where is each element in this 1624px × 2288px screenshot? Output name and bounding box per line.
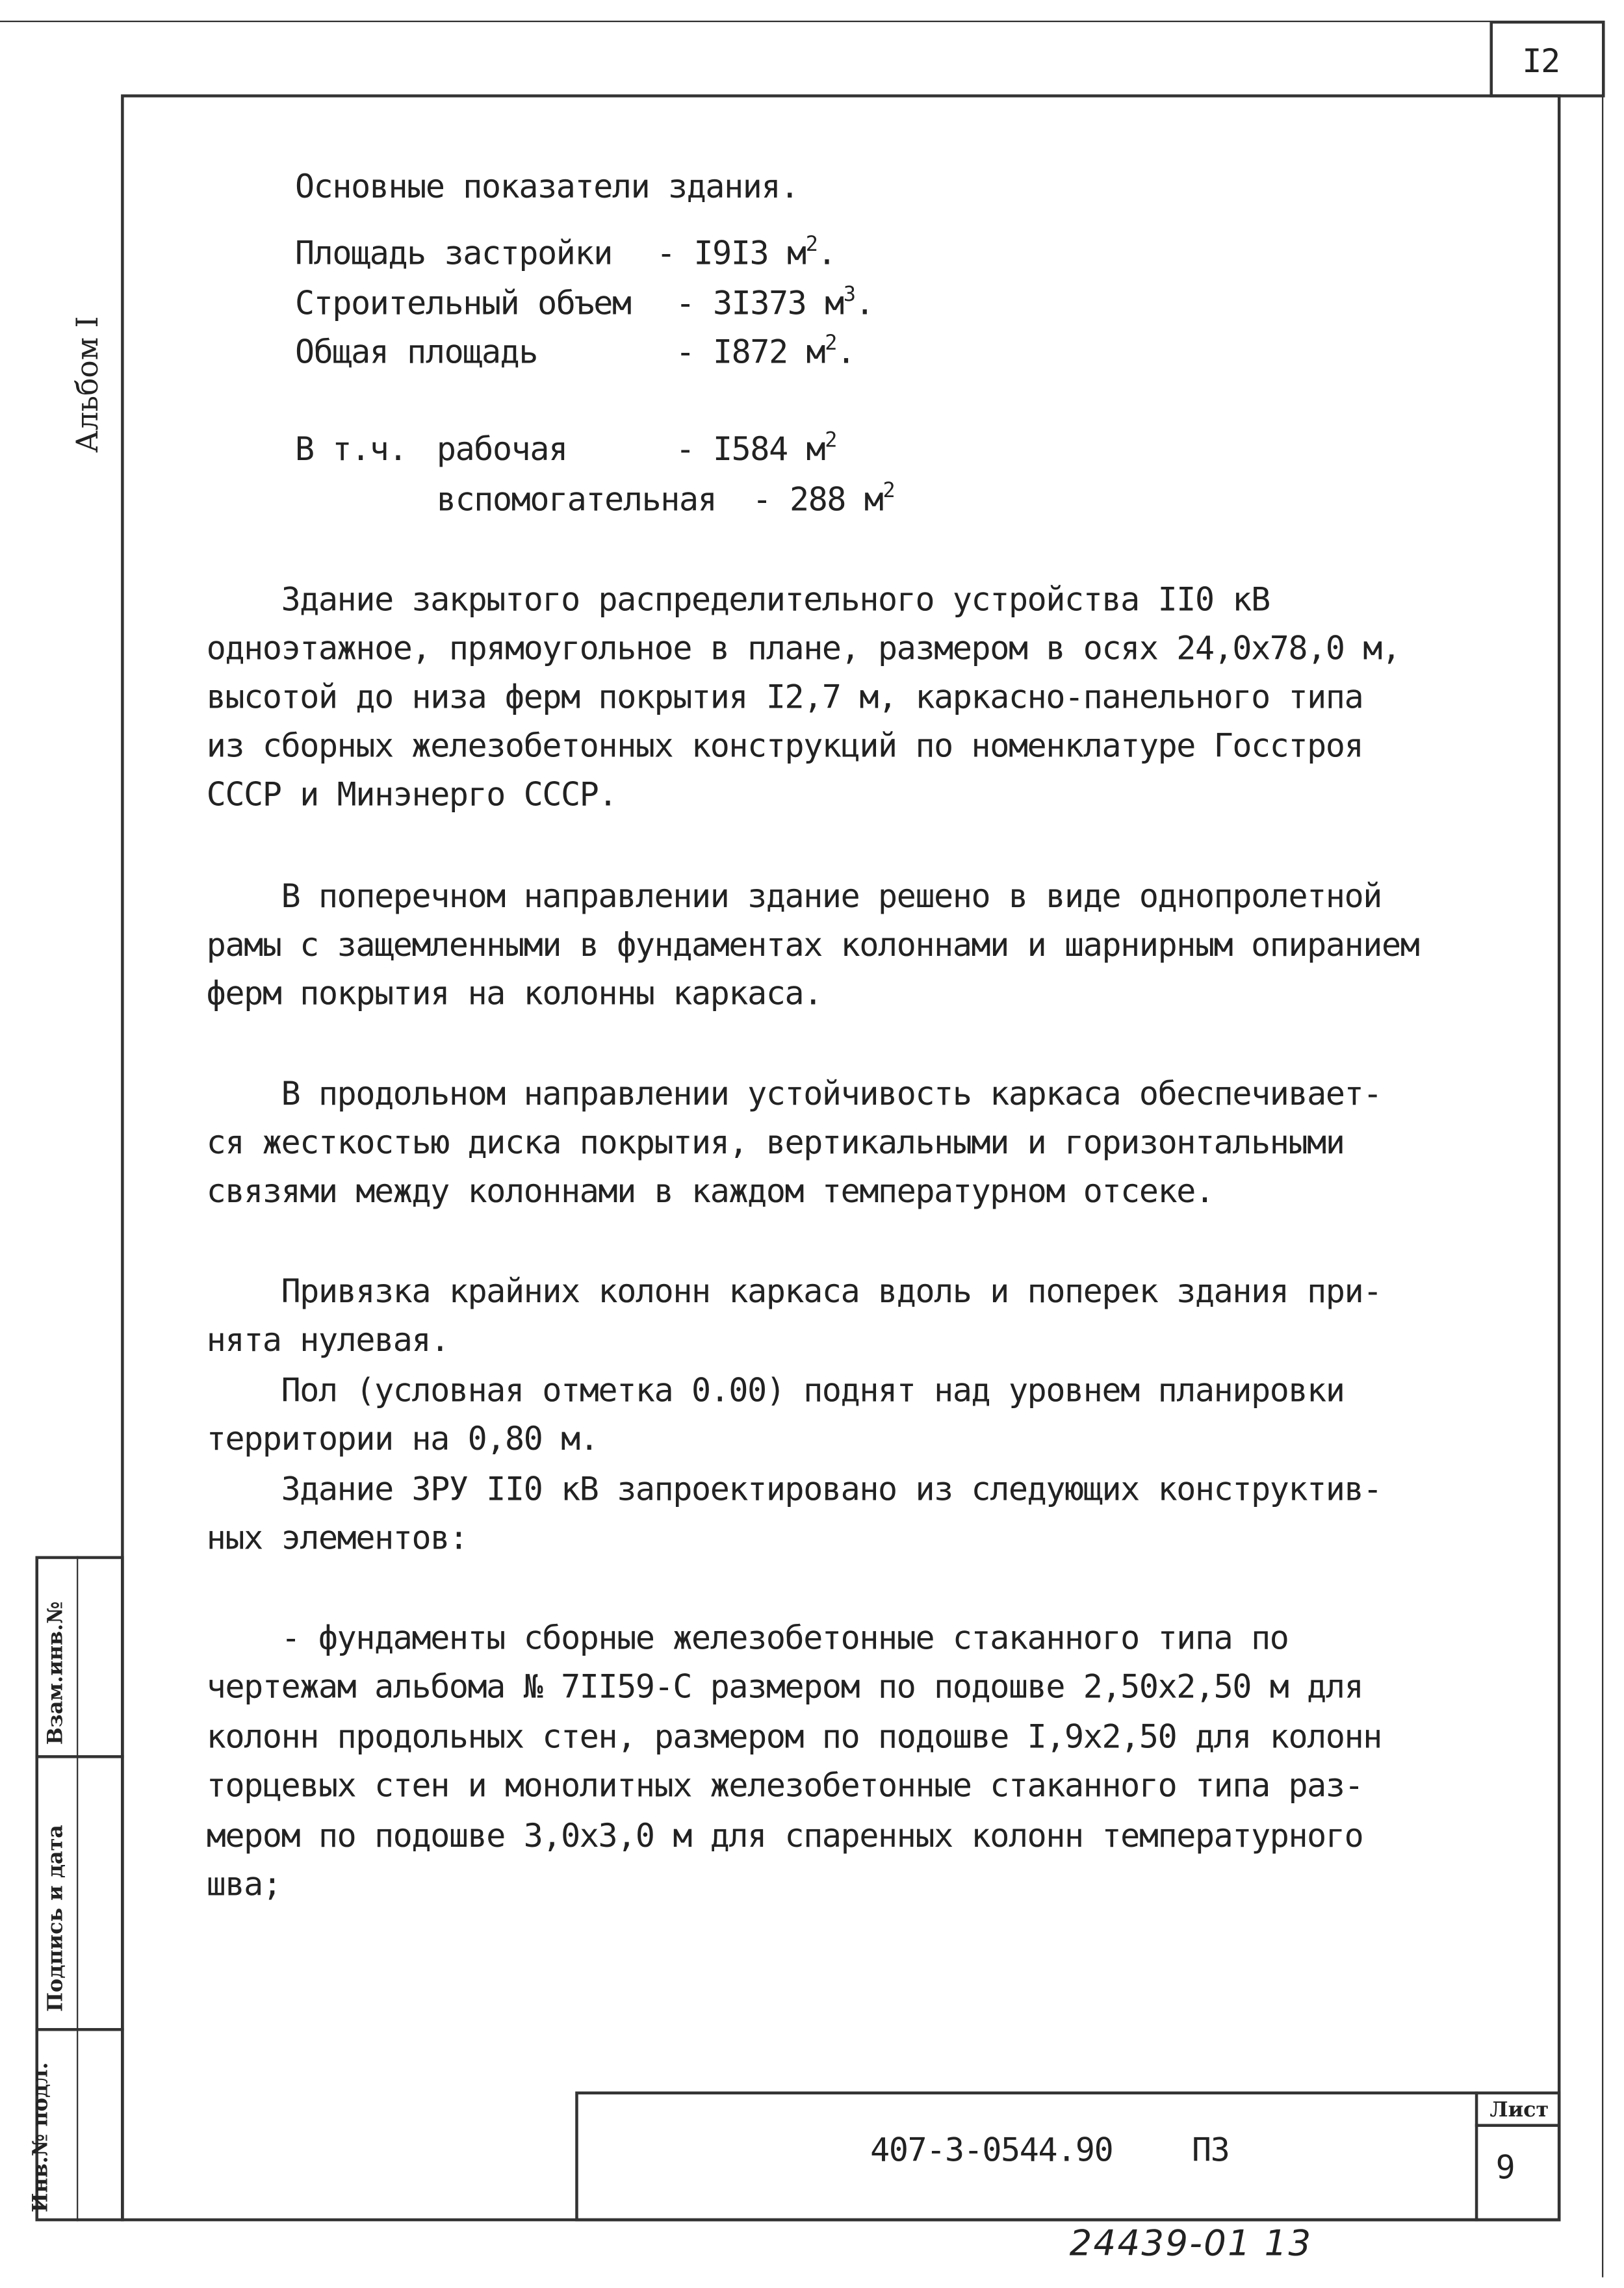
stamp-podpis-data: Подпись и дата bbox=[44, 1825, 68, 2012]
text-line: В продольном направлении устойчивость каркаса обеспечивает- bbox=[206, 1076, 1382, 1114]
sheet-number-top: I2 bbox=[1522, 44, 1560, 81]
text-line: Здание закрытого распределительного устройства II0 кВ bbox=[206, 582, 1270, 620]
total-label: Общая площадь bbox=[294, 335, 538, 372]
text-line: ся жесткостью диска покрытия, вертикальными и горизонтальными bbox=[206, 1125, 1345, 1163]
album-label: Альбом I bbox=[69, 316, 105, 453]
text-line: колонн продольных стен, размером по подошве I,9х2,50 для колонн bbox=[206, 1719, 1382, 1757]
text-line: Привязка крайних колонн каркаса вдоль и поперек здания при- bbox=[206, 1274, 1382, 1311]
text-line: рамы с защемленными в фундаментах колоннами и шарнирным опиранием bbox=[206, 927, 1419, 965]
text-line: высотой до низа ферм покрытия I2,7 м, каркасно-панельного типа bbox=[206, 680, 1363, 717]
stamp-row-line bbox=[35, 1755, 123, 1758]
text-line: Здание ЗРУ II0 кВ запроектировано из следующих конструктив- bbox=[206, 1472, 1382, 1510]
text-line: Пол (условная отметка 0.00) поднят над уровнем планировки bbox=[206, 1373, 1345, 1410]
top-edge-line bbox=[0, 21, 1489, 22]
work-value: - I584 $м^2$ bbox=[675, 429, 837, 469]
text-line: СССР и Минэнерго СССР. bbox=[206, 777, 617, 814]
aux-value: - 288 $м^2$ bbox=[752, 479, 895, 519]
indicators-heading: Основные показатели здания. bbox=[294, 170, 799, 207]
total-value: - I872 $м^2$. bbox=[675, 331, 855, 372]
text-line: - фундаменты сборные железобетонные стаканного типа по bbox=[206, 1621, 1289, 1658]
document-code: 407-3-0544.90 bbox=[870, 2133, 1113, 2170]
text-line: В поперечном направлении здание решено в виде однопролетной bbox=[206, 879, 1382, 916]
text-line: одноэтажное, прямоугольное в плане, размером в осях 24,0х78,0 м, bbox=[206, 631, 1400, 669]
area-label: Площадь застройки bbox=[294, 236, 612, 273]
area-value: - I9I3 $м^2$. bbox=[656, 233, 836, 273]
text-line: шва; bbox=[206, 1867, 281, 1905]
text-line: мером по подошве 3,0х3,0 м для спаренных колонн температурного bbox=[206, 1818, 1363, 1856]
stamp-inv-podl: Инв.№ подл. bbox=[29, 2062, 53, 2213]
stamp-divider bbox=[77, 1556, 78, 2222]
stamp-vzam-inv: Взам.инв.№ bbox=[44, 1601, 68, 1745]
stamp-row-line bbox=[35, 2028, 123, 2031]
title-block-divider bbox=[1475, 2092, 1478, 2222]
text-line: территории на 0,80 м. bbox=[206, 1422, 599, 1459]
handwritten-number: 24439-01 13 bbox=[1069, 2222, 1313, 2265]
aux-label: вспомогательная bbox=[436, 482, 717, 519]
sheet-value: 9 bbox=[1495, 2150, 1515, 2188]
text-line: нята нулевая. bbox=[206, 1323, 449, 1360]
text-line: из сборных железобетонных конструкций по номенклатуре Госстроя bbox=[206, 728, 1363, 766]
text-line: связями между колоннами в каждом температурном отсеке. bbox=[206, 1174, 1214, 1211]
text-line: торцевых стен и монолитных железобетонные стаканного типа раз- bbox=[206, 1768, 1363, 1806]
incl-label: В т.ч. bbox=[294, 432, 407, 469]
sheet-label: Лист bbox=[1489, 2098, 1549, 2123]
work-label: рабочая bbox=[436, 432, 567, 469]
text-line: ных элементов: bbox=[206, 1521, 468, 1558]
text-line: чертежам альбома № 7II59-С размером по подошве 2,50х2,50 м для bbox=[206, 1669, 1363, 1707]
document-type: ПЗ bbox=[1191, 2133, 1230, 2170]
volume-value: - 3I373 $м^3$. bbox=[675, 283, 874, 324]
text-line: ферм покрытия на колонны каркаса. bbox=[206, 976, 822, 1014]
right-edge-line bbox=[1602, 94, 1603, 2277]
volume-label: Строительный объем bbox=[294, 286, 631, 324]
